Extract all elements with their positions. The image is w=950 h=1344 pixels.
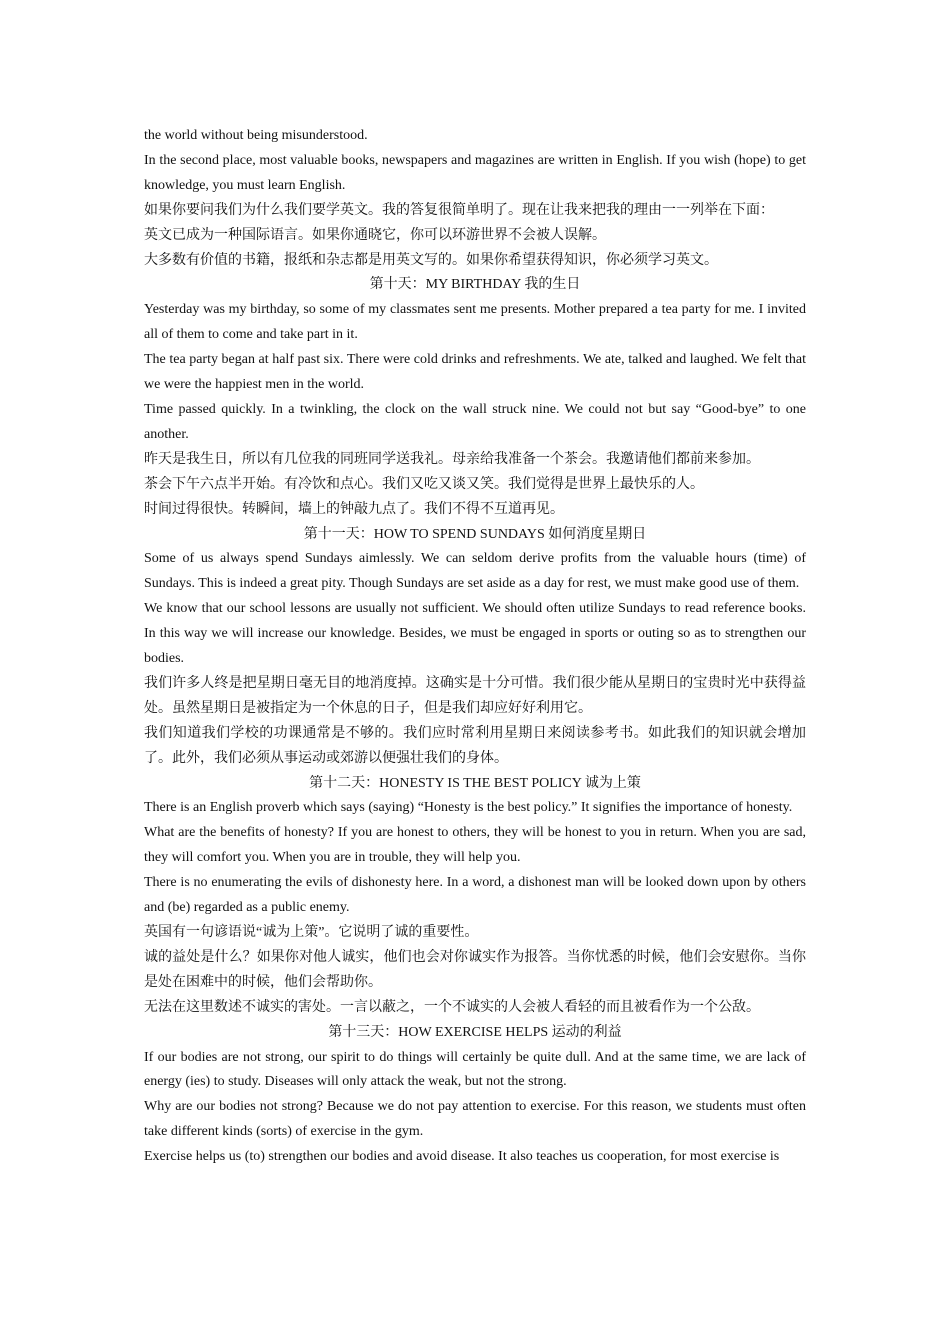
section-heading: 第十天：MY BIRTHDAY 我的生日 xyxy=(369,277,581,293)
paragraph: 大多数有价值的书籍，报纸和杂志都是用英文写的。如果你希望获得知识，你必须学习英文。 xyxy=(144,252,718,268)
paragraph: Why are our bodies not strong? Because we do not pay attention to exercise. For this reason, we students must often take different kinds (sorts) of exercise in the gym. xyxy=(144,1099,806,1140)
paragraph: 我们知道我们学校的功课通常是不够的。我们应时常利用星期日来阅读参考书。如此我们的知识就会增加了。此外，我们必须从事运动或郊游以便强壮我们的身体。 xyxy=(144,725,806,766)
paragraph: There is an English proverb which says (saying) “Honesty is the best policy.” It signifies the importance of honesty. xyxy=(144,800,793,816)
paragraph: The tea party began at half past six. There were cold drinks and refreshments. We ate, talked and laughed. We felt that we were the happiest men in the world. xyxy=(144,352,806,393)
paragraph: 如果你要问我们为什么我们要学英文。我的答复很简单明了。现在让我来把我的理由一一列举在下面： xyxy=(144,202,774,218)
section-heading: 第十一天：HOW TO SPEND SUNDAYS 如何消度星期日 xyxy=(303,526,647,542)
paragraph: In the second place, most valuable books, newspapers and magazines are written in English. If you wish (hope) to get knowledge, you must learn English. xyxy=(144,152,806,193)
paragraph: We know that our school lessons are usually not sufficient. We should often utilize Sundays to read reference books. In this way we will increase our knowledge. Besides, we must be engaged in sports or outing so as to strengthen our bodies. xyxy=(144,601,806,667)
paragraph: 英文已成为一种国际语言。如果你通晓它，你可以环游世界不会被人误解。 xyxy=(144,227,606,243)
paragraph: 昨天是我生日，所以有几位我的同班同学送我礼。母亲给我准备一个茶会。我邀请他们都前来参加。 xyxy=(144,451,760,467)
paragraph: 我们许多人终是把星期日毫无目的地消度掉。这确实是十分可惜。我们很少能从星期日的宝贵时光中获得益处。虽然星期日是被指定为一个休息的日子，但是我们却应好好利用它。 xyxy=(144,675,806,716)
paragraph: What are the benefits of honesty? If you are honest to others, they will be honest to you in return. When you are sad, they will comfort you. When you are in trouble, they will help you. xyxy=(144,825,806,866)
paragraph: Yesterday was my birthday, so some of my classmates sent me presents. Mother prepared a tea party for me. I invited all of them to come and take part in it. xyxy=(144,302,806,343)
paragraph: 诚的益处是什么？如果你对他人诚实，他们也会对你诚实作为报答。当你忧悉的时候，他们会安慰你。当你是处在困难中的时候，他们会帮助你。 xyxy=(144,949,806,990)
paragraph: There is no enumerating the evils of dishonesty here. In a word, a dishonest man will be looked down upon by others and (be) regarded as a public enemy. xyxy=(144,875,806,916)
section-heading: 第十三天：HOW EXERCISE HELPS 运动的利益 xyxy=(328,1024,622,1040)
paragraph: 英国有一句谚语说“诚为上策”。它说明了诚的重要性。 xyxy=(144,925,479,940)
paragraph: 茶会下午六点半开始。有冷饮和点心。我们又吃又谈又笑。我们觉得是世界上最快乐的人。 xyxy=(144,476,704,492)
paragraph: Some of us always spend Sundays aimlessly. We can seldom derive profits from the valuable hours (time) of Sundays. This is indeed a great pity. Though Sundays are set aside as a day for rest, we must make good use of them. xyxy=(144,551,806,592)
section-heading: 第十二天：HONESTY IS THE BEST POLICY 诚为上策 xyxy=(309,775,641,791)
paragraph: 无法在这里数述不诚实的害处。一言以蔽之，一个不诚实的人会被人看轻的而且被看作为一个公敌。 xyxy=(144,999,760,1015)
document-page xyxy=(144,124,806,1170)
paragraph: If our bodies are not strong, our spirit to do things will certainly be quite dull. And at the same time, we are lack of energy (ies) to study. Diseases will only attack the weak, but not the strong. xyxy=(144,1049,806,1090)
paragraph: 时间过得很快。转瞬间，墙上的钟敲九点了。我们不得不互道再见。 xyxy=(144,501,564,517)
paragraph: Exercise helps us (to) strengthen our bodies and avoid disease. It also teaches us cooperation, for most exercise is xyxy=(144,1149,780,1165)
paragraph: the world without being misunderstood. xyxy=(144,128,368,143)
paragraph: Time passed quickly. In a twinkling, the clock on the wall struck nine. We could not but say “Good-bye” to one another. xyxy=(144,401,806,442)
